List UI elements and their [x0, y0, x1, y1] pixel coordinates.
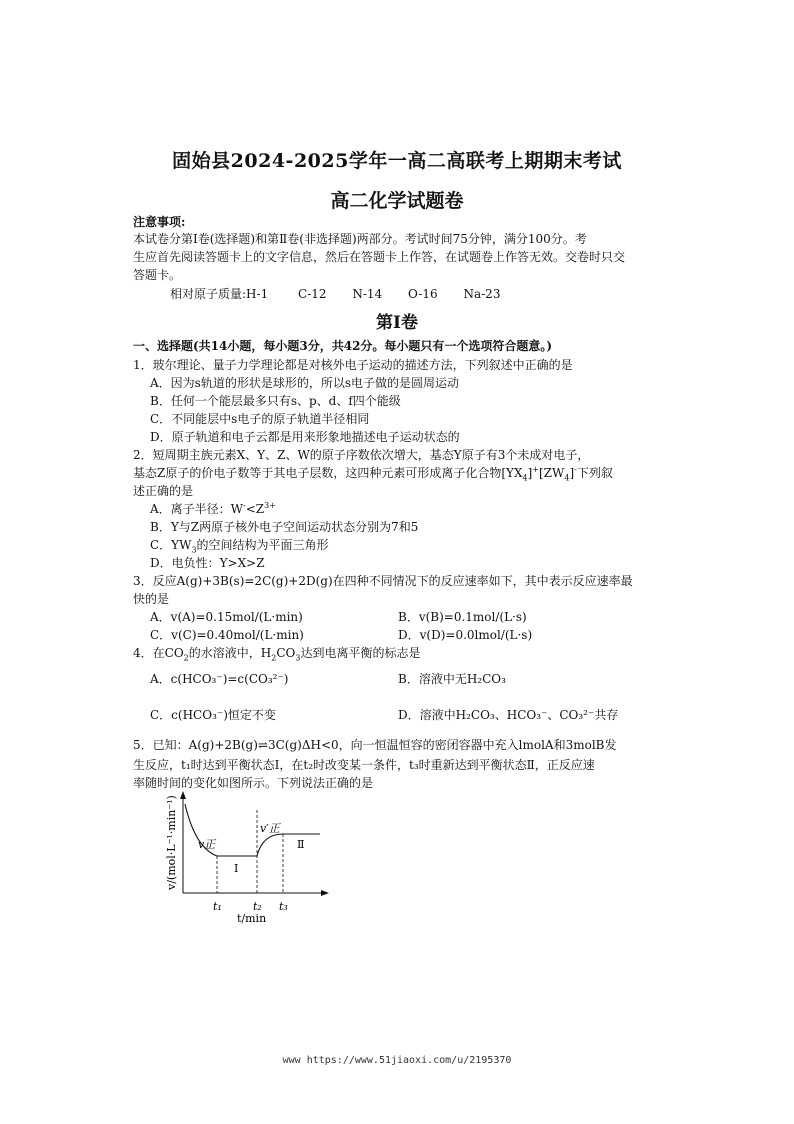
volume-title: 第Ⅰ卷: [376, 313, 418, 333]
q2-option-b: B．Y与Z两原子核外电子空间运动状态分别为7和5: [150, 520, 419, 534]
y-axis-arrow: [180, 791, 186, 799]
notice-line-2: 生应首先阅读答题卡上的文字信息，然后在答题卡上作答，在试题卷上作答无效。交卷时只交: [133, 250, 626, 264]
q5-stem-2: 生反应，t₁时达到平衡状态Ⅰ，在t₂时改变某一条件，t₃时重新达到平衡状态Ⅱ，正反应速: [133, 758, 595, 772]
q1-option-b: B．任何一个能层最多只有s、p、d、f四个能级: [150, 394, 401, 408]
tick-t3: t₃: [279, 900, 288, 913]
x-axis-label: t/min: [237, 912, 267, 925]
q2-option-c: C．$YW_3$的空间结构为平面三角形: [150, 538, 329, 555]
q3-stem-1: 3．反应A(g)+3B(s)=2C(g)+2D(g)在四种不同情况下的反应速率如下，其中表示反应速率最: [133, 574, 633, 588]
q2-stem-1: 2．短周期主族元素X、Y、Z、W的原子序数依次增大，基态Y原子有3个未成对电子，: [133, 448, 590, 462]
y-axis-label: v/(mol·L⁻¹·min⁻¹): [165, 795, 178, 890]
exam-title: 固始县2024-2025学年一高二高联考上期期末考试: [172, 150, 622, 172]
section-heading: 一、选择题(共14小题，每小题3分，共42分。每小题只有一个选项符合题意。): [133, 339, 553, 353]
x-axis-arrow: [321, 890, 329, 896]
q4-option-b: B．溶液中无H₂CO₃: [398, 672, 506, 686]
q1-option-a: A．因为s轨道的形状是球形的，所以s电子做的是圆周运动: [150, 376, 459, 390]
q4-stem: 4．在$CO_2$的水溶液中，$H_2CO_3$达到电离平衡的标志是: [133, 646, 421, 663]
footer-url: www https://www.51jiaoxi.com/u/2195370: [282, 1055, 512, 1066]
rate-time-figure: [155, 790, 335, 925]
q2-option-a: A．离子半径：$W^-<Z^{3+}$: [150, 501, 276, 516]
state-2-label: Ⅱ: [297, 838, 305, 851]
q1-option-c: C．不同能层中s电子的原子轨道半径相同: [150, 412, 370, 426]
q2-stem-3: 述正确的是: [133, 484, 194, 498]
q3-stem-2: 快的是: [133, 592, 170, 606]
notice-line-1: 本试卷分第Ⅰ卷(选择题)和第Ⅱ卷(非选择题)两部分。考试时间75分钟，满分100分。考: [133, 232, 587, 246]
curve1-label: v正: [198, 838, 216, 851]
q4-option-c: C．c(HCO₃⁻)恒定不变: [150, 708, 276, 722]
exam-subtitle: 高二化学试题卷: [330, 190, 464, 212]
q2-stem-2: 基态Z原子的价电子数等于其电子层数，这四种元素可形成离子化合物$[YX_4]^+[ZW_4]^-$下列叙: [133, 465, 613, 483]
notice-line-3: 答题卡。: [133, 268, 182, 282]
mass-h: H-1: [246, 287, 269, 301]
q5-stem-3: 率随时间的变化如图所示。下列说法正确的是: [133, 776, 374, 790]
mass-n: N-14: [352, 287, 383, 301]
q1-option-d: D．原子轨道和电子云都是用来形象地描述电子运动状态的: [150, 430, 460, 444]
q3-option-a: A．v(A)=0.15mol/(L·min): [150, 610, 303, 624]
q5-stem-1: 5．已知：A(g)+2B(g)⇌3C(g)ΔH<0，向一恒温恒容的密闭容器中充入lmolA和3molB发: [133, 738, 617, 752]
q3-option-c: C．v(C)=0.40mol/(L·min): [150, 628, 304, 642]
q4-option-a: A．c(HCO₃⁻)=c(CO₃²⁻): [150, 672, 289, 686]
curve2-label: v′正: [260, 822, 280, 835]
notice-heading: 注意事项:: [133, 215, 186, 229]
atomic-masses: [170, 285, 500, 303]
q1-stem: 1．玻尔理论、量子力学理论都是对核外电子运动的描述方法，下列叙述中正确的是: [133, 358, 573, 372]
q2-option-d: D．电负性：Y>X>Z: [150, 556, 265, 570]
mass-o: O-16: [408, 287, 438, 301]
tick-t1: t₁: [213, 900, 222, 913]
q3-option-b: B．v(B)=0.1mol/(L·s): [398, 610, 527, 624]
q4-option-d: D．溶液中H₂CO₃、HCO₃⁻、CO₃²⁻共存: [398, 708, 619, 722]
mass-c: C-12: [298, 287, 327, 301]
tick-t2: t₂: [253, 900, 262, 913]
state-1-label: Ⅰ: [234, 862, 239, 875]
atomic-masses-label: 相对原子质量:: [170, 287, 247, 301]
mass-na: Na-23: [463, 287, 501, 301]
q3-option-d: D．v(D)=0.0lmol/(L·s): [398, 628, 533, 642]
